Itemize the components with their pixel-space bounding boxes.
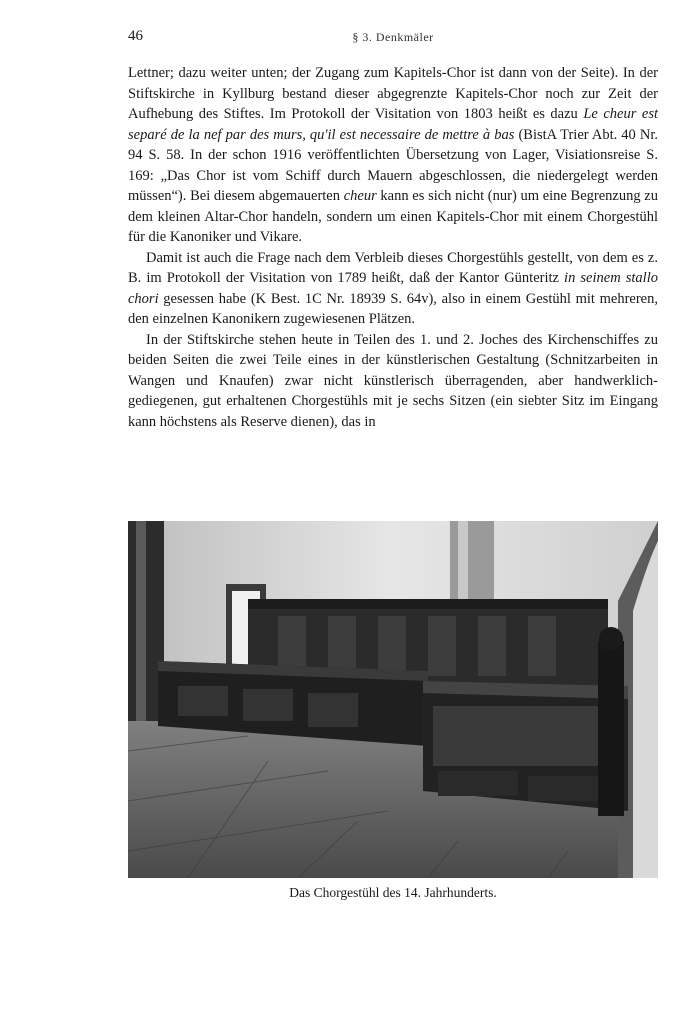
text-run: kann es sich nicht (nur) um eine Begrenzung zu dem kleinen Altar-Chor handeln, sondern um einen Kapitels-Chor mit einem Chorgestühl für die Kanoniker und Vikare. — [128, 188, 658, 245]
text-run: Damit ist auch die Frage nach dem Verbleib dieses Chorgestühls gestellt, von dem es z. B. im Protokoll der Visitation von 1789 heißt, daß der Kantor Günteritz — [128, 249, 658, 286]
paragraph — [128, 248, 658, 330]
text-run: gesessen habe (K Best. 1C Nr. 18939 S. 64v), also in einem Gestühl mit mehreren, den einzelnen Kanonikern zugewiesenen Plätzen. — [128, 290, 658, 327]
running-header — [128, 28, 658, 48]
body-text — [128, 63, 658, 432]
italic-word: cheur — [343, 188, 377, 204]
figure-caption: Das Chorgestühl des 14. Jahrhunderts. — [289, 885, 497, 900]
text-run: In der Stiftskirche stehen heute in Teilen des 1. und 2. Joches des Kirchenschiffes zu beiden Seiten die zwei Teile eines in der künstlerischen Gestaltung (Schnitzarbeiten in Wangen und Knaufen) zwar nicht künstlerisch überragenden, aber handwerklich-gediegenen, gut erhaltenen Chorgestühls mit je sechs Sitzen (ein siebter Sitz im Eingang kann höchstens als Reserve dienen), das in — [128, 331, 658, 430]
italic-quote: Le cheur est separé de la nef par des murs, qu'il est necessaire de mettre à bas — [128, 106, 658, 143]
choir-stalls-photo — [128, 521, 658, 878]
text-run: Lettner; dazu weiter unten; der Zugang zum Kapitels-Chor ist dann von der Seite). In der Stiftskirche in Kyllburg bestand dieser abgegrenzte Kapitels-Chor noch zur Zeit der Aufhebung des Stiftes. Im Protokoll der Visitation von 1803 heißt es dazu — [128, 65, 658, 122]
paragraph — [128, 63, 658, 248]
italic-quote: in seinem stallo chori — [128, 270, 658, 307]
running-title: § 3. Denkmäler — [352, 30, 434, 44]
text-run: (BistA Trier Abt. 40 Nr. 94 S. 58. In der schon 1916 veröffentlichten Übersetzung von Lager, Visiationsreise S. 169: „Das Chor ist vom Schiff durch Mauern abgeschlossen, die niedergelegt werden müssen“). Bei diesem abgemauerten — [128, 126, 659, 204]
paragraph — [128, 330, 658, 433]
page-number: 46 — [128, 28, 143, 44]
